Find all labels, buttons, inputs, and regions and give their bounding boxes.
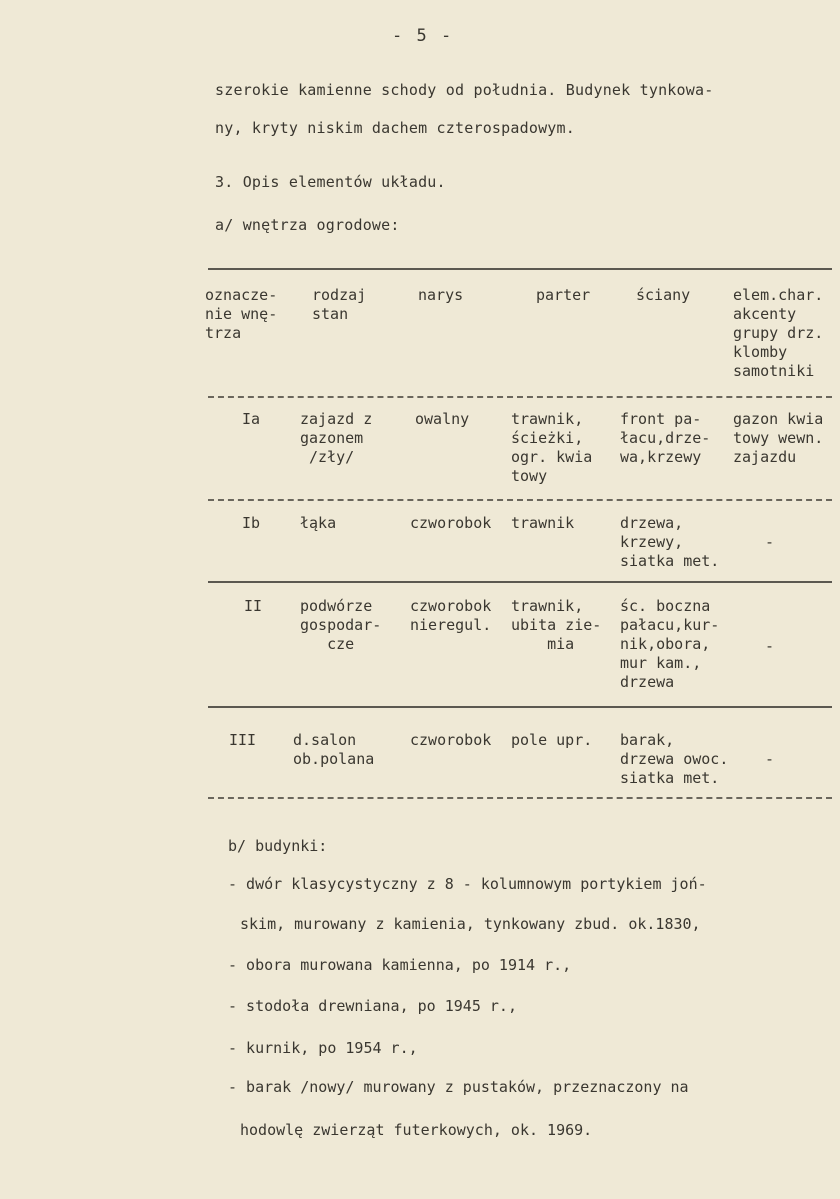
row-iii-elem: - [765, 750, 775, 768]
table-bottom-rule [208, 797, 832, 799]
row-iii-sciany: barak, drzewa owoc. siatka met. [620, 731, 729, 787]
building-line-6: - barak /nowy/ murowany z pustaków, przeznaczony na [228, 1078, 689, 1096]
row-iii-oznaczenie: III [229, 731, 257, 749]
intro-line-2: ny, kryty niskim dachem czterospadowym. [215, 119, 575, 137]
row-iii-narys: czworobok [410, 731, 492, 749]
row-ii-elem: - [765, 637, 775, 655]
row-ib-narys: czworobok [410, 514, 492, 532]
row-ii-narys: czworobok nieregul. [410, 597, 492, 634]
building-line-4: - stodoła drewniana, po 1945 r., [228, 997, 517, 1015]
row-ia-parter: trawnik, ścieżki, ogr. kwia towy [511, 410, 593, 485]
row-ia-oznaczenie: Ia [242, 410, 261, 428]
row-ib-elem: - [765, 533, 775, 551]
intro-line-1: szerokie kamienne schody od południa. Budynek tynkowa- [215, 81, 714, 99]
row-divider-1 [208, 499, 832, 501]
row-ib-sciany: drzewa, krzewy, siatka met. [620, 514, 720, 570]
row-iii-rodzaj: d.salon ob.polana [293, 731, 375, 768]
building-line-5: - kurnik, po 1954 r., [228, 1039, 418, 1057]
table-top-rule [208, 268, 832, 270]
header-rodzaj: rodzaj stan [312, 286, 367, 323]
header-elem: elem.char. akcenty grupy drz. klomby samotniki [733, 286, 824, 380]
row-ii-parter: trawnik, ubita zie- mia [511, 597, 602, 653]
row-ia-elem: gazon kwia towy wewn. zajazdu [733, 410, 824, 466]
row-ib-oznaczenie: Ib [242, 514, 261, 532]
row-ib-rodzaj: łąka [300, 514, 337, 532]
row-iii-parter: pole upr. [511, 731, 593, 749]
header-parter: parter [536, 286, 591, 304]
building-line-7: hodowlę zwierząt futerkowych, ok. 1969. [240, 1121, 593, 1139]
header-sciany: ściany [636, 286, 691, 304]
row-ia-narys: owalny [415, 410, 470, 428]
row-ia-rodzaj: zajazd z gazonem /zły/ [300, 410, 373, 466]
page-number: - 5 - [392, 26, 454, 46]
row-ib-parter: trawnik [511, 514, 575, 532]
row-ia-sciany: front pa- łacu,drze- wa,krzewy [620, 410, 711, 466]
building-line-3: - obora murowana kamienna, po 1914 r., [228, 956, 572, 974]
header-bottom-rule [208, 396, 832, 398]
subsection-b-heading: b/ budynki: [228, 837, 328, 855]
row-ii-oznaczenie: II [244, 597, 263, 615]
header-oznaczenie: oznacze- nie wnę- trza [205, 286, 278, 342]
row-divider-3 [208, 706, 832, 708]
row-divider-2 [208, 581, 832, 583]
subsection-a-heading: a/ wnętrza ogrodowe: [215, 216, 400, 234]
header-narys: narys [418, 286, 464, 304]
section-heading: 3. Opis elementów układu. [215, 173, 446, 191]
row-ii-sciany: śc. boczna pałacu,kur- nik,obora, mur kam., drzewa [620, 597, 720, 691]
building-line-1: - dwór klasycystyczny z 8 - kolumnowym portykiem joń- [228, 875, 707, 893]
building-line-2: skim, murowany z kamienia, tynkowany zbud. ok.1830, [240, 915, 701, 933]
row-ii-rodzaj: podwórze gospodar- cze [300, 597, 382, 653]
